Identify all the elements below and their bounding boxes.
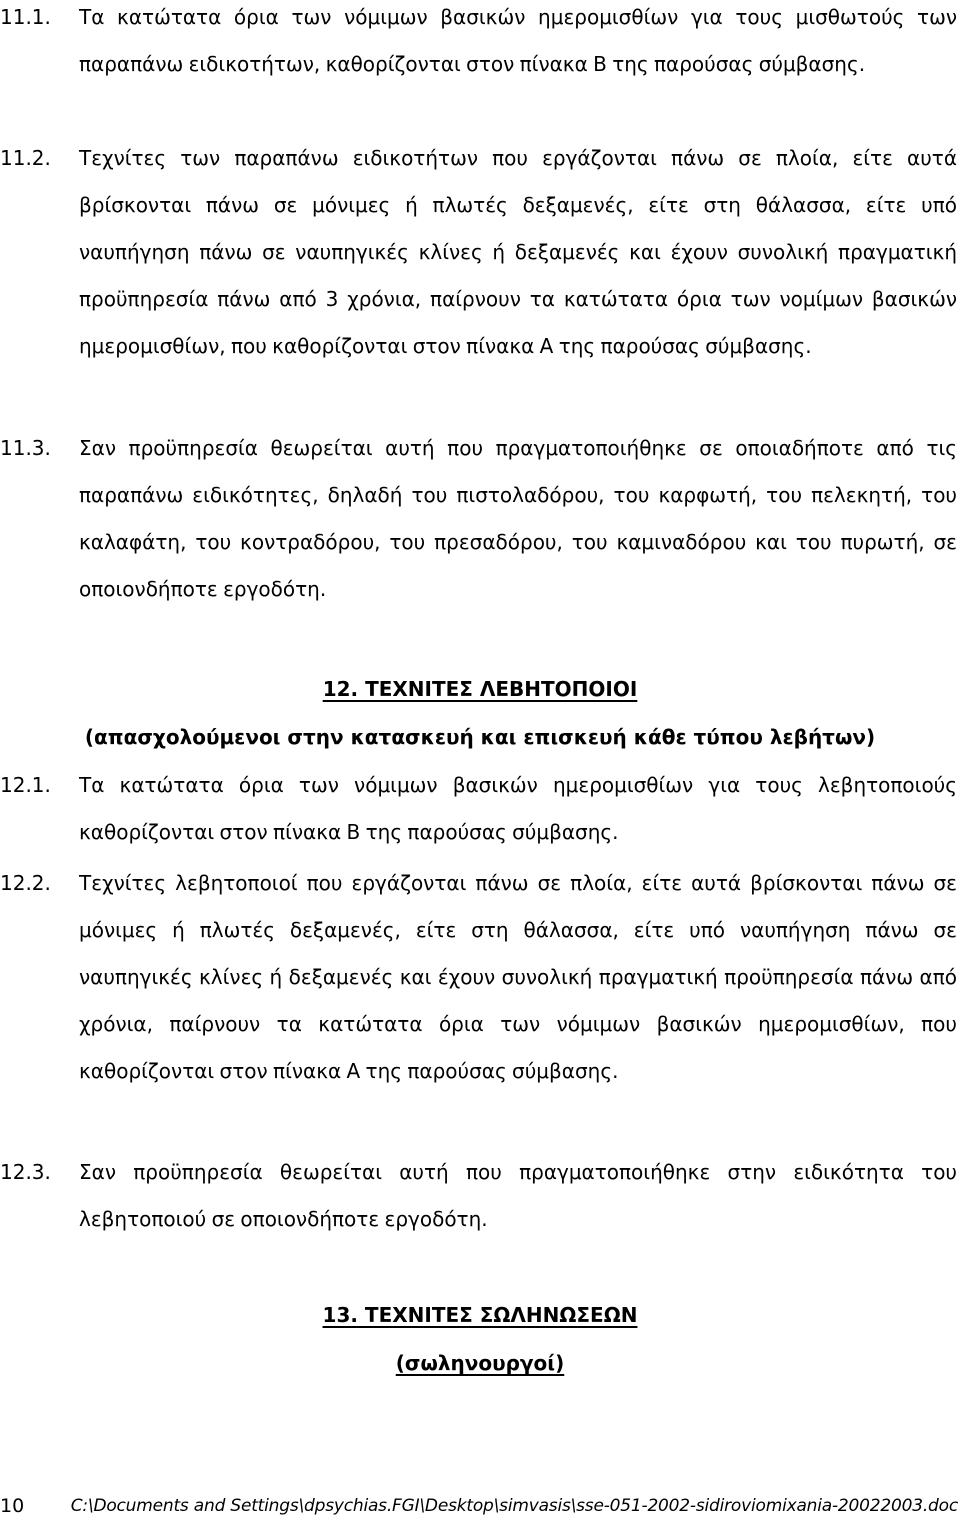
clause-number: 11.3.	[0, 436, 51, 460]
clause-number: 11.1.	[0, 5, 51, 29]
clause-number: 12.3.	[0, 1160, 51, 1184]
clause-text: Τα κατώτατα όρια των νόμιμων βασικών ημερομισθίων για τους λεβητοποιούς καθορίζονται στον πίνακα Β της παρούσας σύμβασης.	[79, 773, 957, 844]
clause-number: 11.2.	[0, 146, 51, 170]
clause-text: Σαν προϋπηρεσία θεωρείται αυτή που πραγματοποιήθηκε σε οποιαδήποτε από τις παραπάνω ειδικότητες, δηλαδή του πιστολαδόρου, του καρφωτή, του πελεκητή, του καλαφάτη, του κοντραδόρου, του πρεσαδόρου, του καμιναδόρου και του πυρωτή, σε οποιονδήποτε εργοδότη.	[79, 436, 957, 601]
clause-number: 12.1.	[0, 773, 51, 797]
clause-12-3	[0, 1149, 957, 1243]
clause-11-3	[0, 425, 957, 613]
section-13-subtitle-text: (σωληνουργοί)	[395, 1351, 565, 1375]
clause-number: 12.2.	[0, 871, 51, 895]
clause-text: Τεχνίτες των παραπάνω ειδικοτήτων που εργάζονται πάνω σε πλοία, είτε αυτά βρίσκονται πάνω σε μόνιμες ή πλωτές δεξαμενές, είτε στη θάλασσα, είτε υπό ναυπήγηση πάνω σε ναυπηγικές κλίνες ή δεξαμενές και έχουν συνολική πραγματική προϋπηρεσία πάνω από 3 χρόνια, παίρνουν τα κατώτατα όρια των νομίμων βασικών ημερομισθίων, που καθορίζονται στον πίνακα Α της παρούσας σύμβασης.	[79, 146, 957, 358]
clause-text: Σαν προϋπηρεσία θεωρείται αυτή που πραγματοποιήθηκε στην ειδικότητα του λεβητοποιού σε οποιονδήποτε εργοδότη.	[79, 1160, 957, 1231]
clause-text: Τεχνίτες λεβητοποιοί που εργάζονται πάνω σε πλοία, είτε αυτά βρίσκονται πάνω σε μόνιμες ή πλωτές δεξαμενές, είτε στη θάλασσα, είτε υπό ναυπήγηση πάνω σε ναυπηγικές κλίνες ή δεξαμενές και έχουν συνολική πραγματική προϋπηρεσία πάνω από χρόνια, παίρνουν τα κατώτατα όρια των νόμιμων βασικών ημερομισθίων, που καθορίζονται στον πίνακα Α της παρούσας σύμβασης.	[79, 871, 957, 1083]
section-13-subtitle	[0, 1340, 960, 1387]
clause-11-2	[0, 135, 957, 370]
section-13-title-text: 13. ΤΕΧΝΙΤΕΣ ΣΩΛΗΝΩΣΕΩΝ	[322, 1303, 638, 1327]
section-13-title	[0, 1292, 960, 1339]
clause-12-2	[0, 860, 957, 1095]
page-number: 10	[0, 1495, 25, 1517]
clause-11-1	[0, 0, 957, 88]
footer-file-path: C:\Documents and Settings\dpsychias.FGI\Desktop\simvasis\sse-051-2002-sidiroviomixania-20022003.doc	[70, 1496, 958, 1516]
clause-text: Τα κατώτατα όρια των νόμιμων βασικών ημερομισθίων για τους μισθωτούς των παραπάνω ειδικοτήτων, καθορίζονται στον πίνακα Β της παρούσας σύμβασης.	[79, 5, 957, 76]
clause-12-1	[0, 762, 957, 856]
section-12-title	[0, 666, 960, 713]
section-12-title-text: 12. ΤΕΧΝΙΤΕΣ ΛΕΒΗΤΟΠΟΙΟΙ	[322, 677, 638, 701]
section-12-subtitle: (απασχολούμενοι στην κατασκευή και επισκευή κάθε τύπου λεβήτων)	[84, 725, 876, 749]
